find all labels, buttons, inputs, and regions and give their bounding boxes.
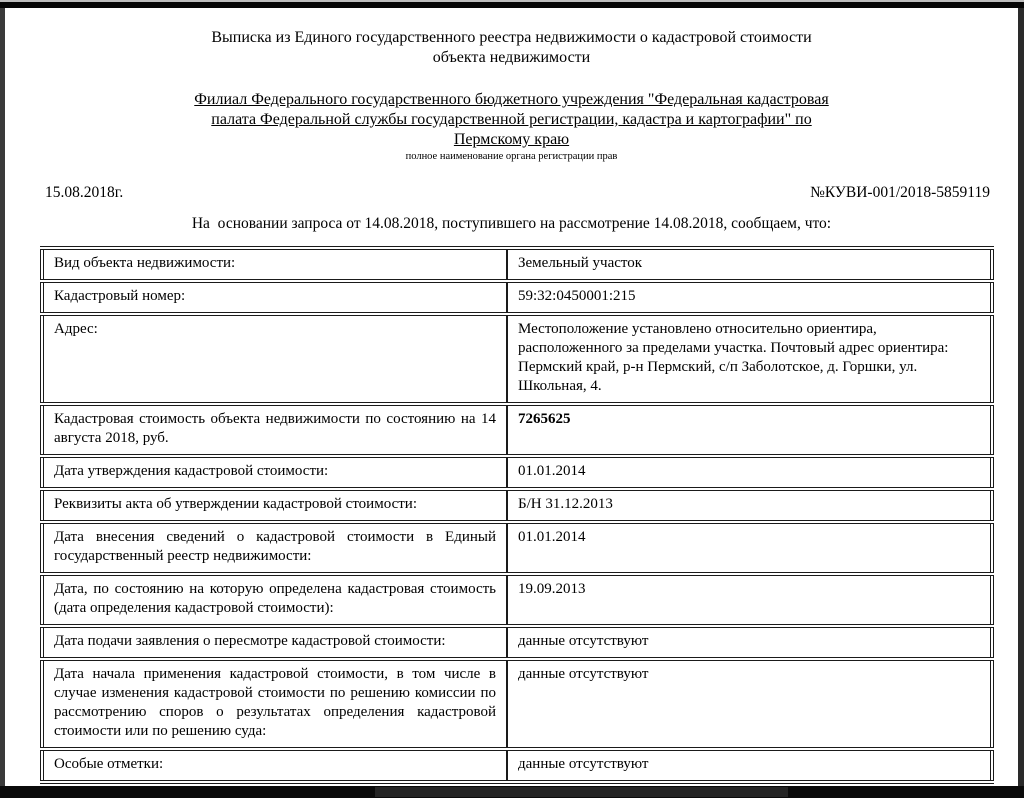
row-label: Дата утверждения кадастровой стоимости: (42, 456, 507, 489)
extract-number: №КУВИ-001/2018-5859119 (810, 184, 990, 201)
intro-statement: На основании запроса от 14.08.2018, поступившего на рассмотрение 14.08.2018, сообщаем, что: (191, 215, 832, 232)
row-value: 01.01.2014 (507, 522, 992, 574)
row-value: данные отсутствуют (507, 749, 992, 782)
issuing-org-name (5, 90, 1018, 150)
row-label: Дата внесения сведений о кадастровой стоимости в Единый государственный реестр недвижимости: (42, 522, 507, 574)
row-label: Кадастровая стоимость объекта недвижимости по состоянию на 14 августа 2018, руб. (42, 404, 507, 456)
extract-title (5, 28, 1018, 68)
window-right-edge (1018, 8, 1024, 786)
issuing-org-line1: Филиал Федерального государственного бюджетного учреждения "Федеральная кадастровая (194, 91, 829, 108)
org-name-caption: полное наименование органа регистрации прав (405, 151, 618, 162)
row-value: 19.09.2013 (507, 574, 992, 626)
meta-row (45, 184, 990, 202)
horizontal-scrollbar (0, 786, 1024, 798)
cadastral-table (40, 246, 994, 784)
table-row (42, 248, 992, 281)
table-row (42, 314, 992, 404)
extract-date: 15.08.2018г. (45, 184, 124, 201)
row-value-cadastral-cost: 7265625 (507, 404, 992, 456)
row-value: Б/Н 31.12.2013 (507, 489, 992, 522)
row-label: Дата начала применения кадастровой стоимости, в том числе в случае изменения кадастровой стоимости по решению комиссии по рассмотрению споров о результатах определения кадастровой стоимости или по решению суда: (42, 659, 507, 749)
row-label: Дата подачи заявления о пересмотре кадастровой стоимости: (42, 626, 507, 659)
table-row (42, 456, 992, 489)
row-label: Особые отметки: (42, 749, 507, 782)
row-value: 01.01.2014 (507, 456, 992, 489)
table-row (42, 659, 992, 749)
issuing-org-line2: палата Федеральной службы государственной регистрации, кадастра и картографии" по (211, 111, 812, 128)
table-row (42, 574, 992, 626)
scrollbar-thumb[interactable] (375, 787, 788, 797)
document-page (5, 8, 1018, 786)
extract-title-line2: объекта недвижимости (432, 49, 591, 66)
table-row (42, 281, 992, 314)
extract-title-line1: Выписка из Единого государственного реестра недвижимости о кадастровой стоимости (211, 29, 812, 46)
row-value: данные отсутствуют (507, 626, 992, 659)
window-top-edge (0, 2, 1024, 8)
row-label: Реквизиты акта об утверждении кадастровой стоимости: (42, 489, 507, 522)
row-label: Адрес: (42, 314, 507, 404)
table-row (42, 626, 992, 659)
row-label: Кадастровый номер: (42, 281, 507, 314)
row-value: Местоположение установлено относительно ориентира, расположенного за пределами участка. Почтовый адрес ориентира: Пермский край, р-н Пермский, с/п Заболотское, д. Горшки, ул. Школьная, 4. (507, 314, 992, 404)
row-label: Дата, по состоянию на которую определена кадастровая стоимость (дата определения кадастровой стоимости): (42, 574, 507, 626)
table-row (42, 404, 992, 456)
row-value: данные отсутствуют (507, 659, 992, 749)
row-label: Вид объекта недвижимости: (42, 248, 507, 281)
window-left-edge (0, 8, 5, 786)
table-row (42, 749, 992, 782)
row-value: 59:32:0450001:215 (507, 281, 992, 314)
table-row (42, 489, 992, 522)
table-row (42, 522, 992, 574)
issuing-org-line3: Пермскому краю (453, 131, 570, 148)
row-value: Земельный участок (507, 248, 992, 281)
